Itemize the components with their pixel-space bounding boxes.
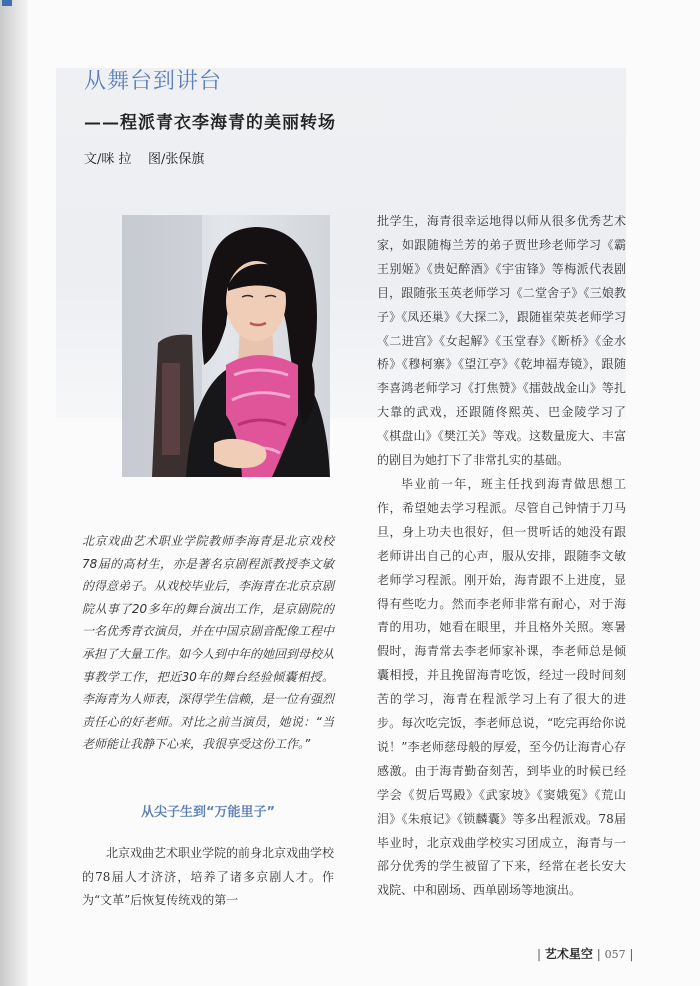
spine-color-mark xyxy=(2,0,12,6)
footer-divider: | xyxy=(596,947,601,961)
left-column-body xyxy=(82,842,334,913)
page-number: 057 xyxy=(604,948,626,961)
article-subtitle: ——程派青衣李海青的美丽转场 xyxy=(84,113,336,133)
footer-divider: | xyxy=(629,947,634,961)
section-heading: 从尖子生到“万能里子” xyxy=(140,805,276,820)
portrait-illustration xyxy=(122,215,330,477)
book-spine xyxy=(0,0,28,986)
page-footer xyxy=(537,945,633,962)
article-introduction xyxy=(82,530,334,756)
right-column-body xyxy=(377,210,626,903)
portrait-photo xyxy=(122,215,330,477)
body-paragraph: 毕业前一年，班主任找到海青做思想工作，希望她去学习程派。尽管自己钟情于刀马旦，身上功夫也很好，但一贯听话的她没有跟老师讲出自己的心声，服从安排，跟随李文敏老师学习程派。刚开始，海青跟不上进度，显得有些吃力。然而李老师非常有耐心，对于海青的用功，她看在眼里，并且格外关照。寒暑假时，海青常去李老师家补课，李老师总是倾囊相授，并且挽留海青吃饭，经过一段时间刻苦的学习，海青在程派学习上有了很大的进步。每次吃完饭，李老师总说，“吃完再给你说说！”李老师慈母般的厚爱，至今仍让海青心存感激。由于海青勤奋刻苦，到毕业的时候已经学会《贺后骂殿》《武家坡》《窦娥冤》《荒山泪》《朱痕记》《锁麟囊》等多出程派戏。78届毕业时，北京戏曲学校实习团成立，海青与一部分优秀的学生被留了下来，经常在老长安大戏院、中和剧场、西单剧场等地演出。 xyxy=(377,476,626,898)
body-paragraph: 北京戏曲艺术职业学院的前身北京戏曲学校的78届人才济济，培养了诸多京剧人才。作为“文革”后恢复传统戏的第一 xyxy=(82,846,335,908)
article-title: 从舞台到讲台 xyxy=(84,69,223,94)
body-paragraph-continued: 批学生，海青很幸运地得以师从很多优秀艺术家，如跟随梅兰芳的弟子贾世珍老师学习《霸王别姬》《贵妃醉酒》《宇宙锋》等梅派代表剧目，跟随张玉英老师学习《二堂舍子》《三娘教子》《凤还巢》《大探二》，跟随崔荣英老师学习《二进宫》《女起解》《玉堂春》《断桥》《金水桥》《穆柯寨》《望江亭》《乾坤福寿镜》，跟随李喜鸿老师学习《打焦赞》《擂鼓战金山》等扎大靠的武戏，还跟随佟熙英、巴金陵学习了《棋盘山》《樊江关》等戏。这数量庞大、丰富的剧目为她打下了非常扎实的基础。 xyxy=(377,214,626,468)
footer-divider: | xyxy=(537,947,542,961)
article-byline: 文/咪 拉 图/张保旗 xyxy=(84,152,205,167)
magazine-name: 艺术星空 xyxy=(544,947,593,961)
intro-paragraph: 北京戏曲艺术职业学院教师李海青是北京戏校78届的高材生，亦是著名京剧程派教授李文敏的得意弟子。从戏校毕业后，李海青在北京京剧院从事了20多年的舞台演出工作，是京剧院的一名优秀青衣演员，并在中国京剧音配像工程中承担了大量工作。如今人到中年的她回到母校从事教学工作，把近30年的舞台经验倾囊相授。李海青为人师表，深得学生信赖，是一位有强烈责任心的好老师。对比之前当演员，她说：“当老师能让我静下心来，我很享受这份工作。” xyxy=(82,534,335,752)
